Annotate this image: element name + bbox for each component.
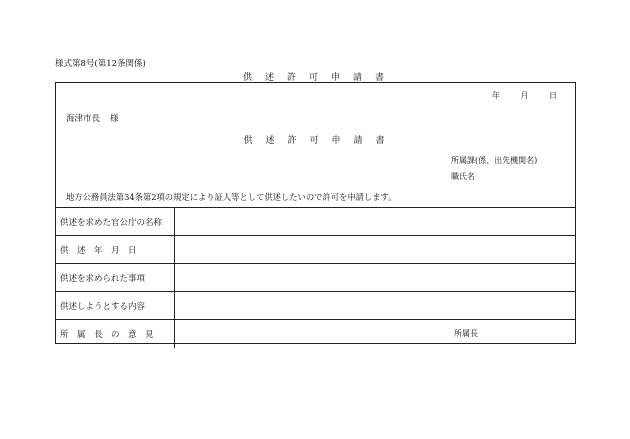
department-label: 所属課(係、出先機関名) (451, 156, 538, 165)
form-title-inner: 供述許可申請書 (243, 136, 398, 146)
row-label-date: 供 述 年 月 日 (56, 236, 175, 264)
table-row (56, 236, 575, 264)
table-row (56, 264, 575, 292)
table-row (56, 292, 575, 320)
request-statement: 地方公務員法第34条第2項の規定により証人等として供述したいので許可を申請します。 (66, 192, 397, 202)
table-row (56, 208, 575, 236)
row-label-matters: 供述を求められた事項 (56, 264, 175, 292)
addressee-name: 海津市長 (66, 114, 101, 124)
row-value-matters[interactable] (175, 264, 576, 292)
date-month-label: 月 (520, 91, 529, 100)
addressee (66, 112, 119, 124)
row-label-content: 供述しようとする内容 (56, 292, 175, 320)
application-table (56, 207, 575, 348)
official-name-label: 職氏名 (451, 172, 475, 181)
row-value-agency[interactable] (175, 208, 576, 236)
row-value-date[interactable] (175, 236, 576, 264)
row-value-opinion[interactable] (175, 320, 576, 349)
date-line (474, 90, 557, 101)
table-row (56, 320, 575, 349)
form-number: 様式第8号(第12条関係) (55, 59, 146, 69)
chief-label: 所属長 (454, 329, 478, 338)
row-label-opinion: 所 属 長 の 意 見 (56, 320, 175, 349)
application-frame (55, 82, 576, 344)
addressee-honorific: 様 (110, 114, 119, 124)
date-year-label: 年 (491, 91, 500, 100)
form-title-top: 供述許可申請書 (242, 73, 397, 83)
row-value-content[interactable] (175, 292, 576, 320)
row-label-agency: 供述を求めた官公庁の名称 (56, 208, 175, 236)
date-day-label: 日 (549, 91, 557, 100)
